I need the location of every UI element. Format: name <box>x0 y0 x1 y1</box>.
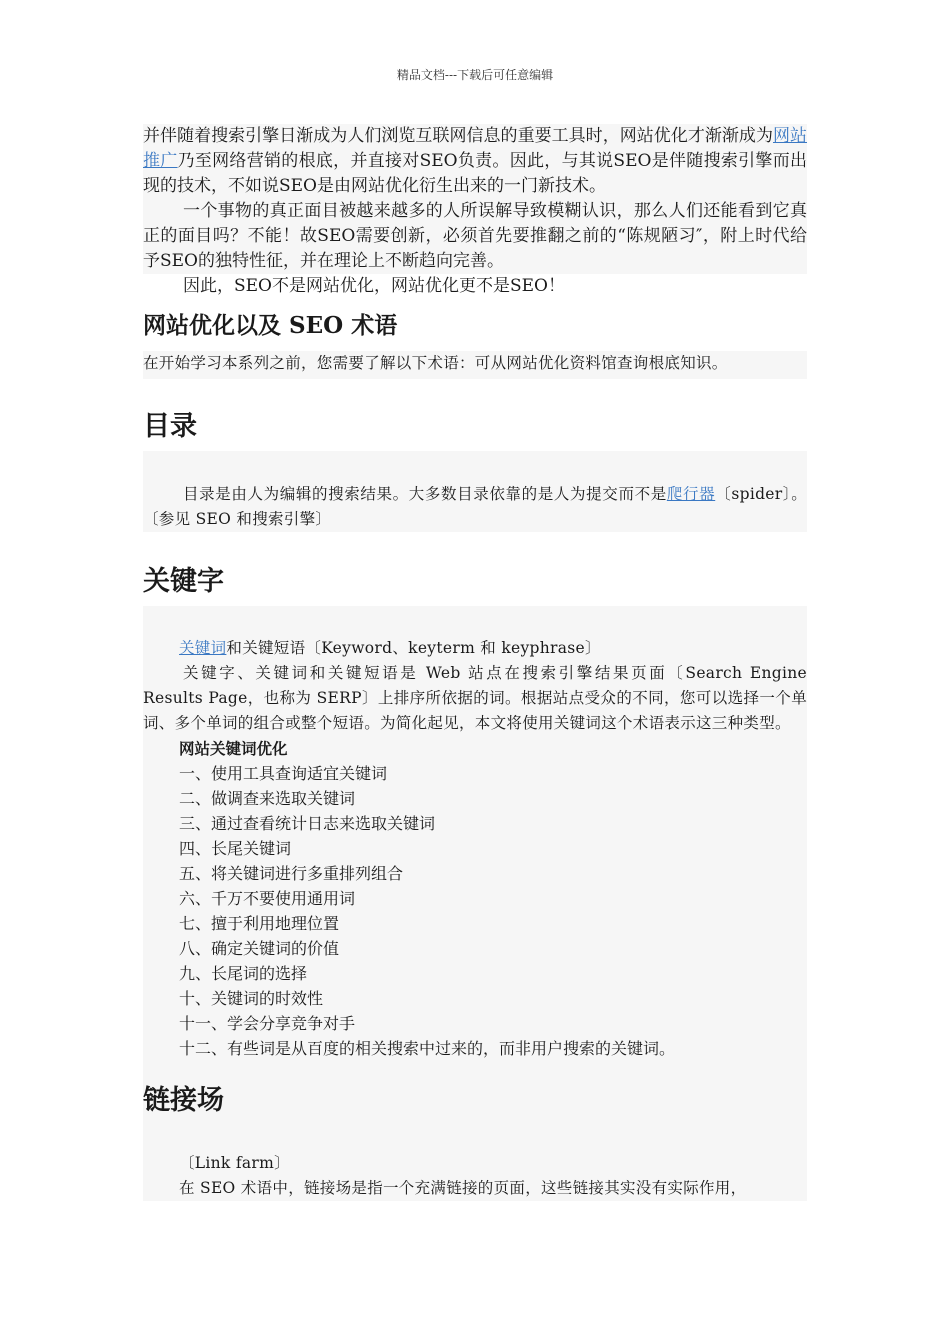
intro-paragraph-1 <box>143 124 807 199</box>
spider-link[interactable]: 爬行器 <box>666 485 716 503</box>
keyword-line-1 <box>143 636 807 661</box>
list-item: 十一、学会分享竞争对手 <box>179 1014 356 1033</box>
directory-text-b: 〔spider〕。〔参见 SEO 和搜索引擎〕 <box>143 485 807 528</box>
keyword-block <box>143 606 807 1201</box>
list-item: 五、将关键词进行多重排列组合 <box>179 864 404 883</box>
keyword-heading: 关键字 <box>143 566 224 597</box>
list-item: 九、长尾词的选择 <box>179 964 308 983</box>
directory-text-a: 目录是由人为编辑的搜索结果。大多数目录依靠的是人为提交而不是 <box>183 485 667 503</box>
keyword-line-1-text: 和关键短语〔Keyword、keyterm 和 keyphrase〕 <box>226 639 601 657</box>
list-item: 七、擅于利用地理位置 <box>179 914 340 933</box>
page-header: 精品文档---下载后可任意编辑 <box>396 68 554 82</box>
intro-p1-text-b: 乃至网络营销的根底，并直接对SEO负责。因此，与其说SEO是伴随搜索引擎而出现的技术，不如说SEO是由网站优化衍生出来的一门新技术。 <box>143 151 808 196</box>
list-item: 十二、有些词是从百度的相关搜索中过来的，而非用户搜索的关键词。 <box>179 1039 676 1058</box>
intro-paragraph-2: 一个事物的真正面目被越来越多的人所误解导致模糊认识，那么人们还能看到它真正的面目吗？不能！故SEO需要创新，必须首先要推翻之前的“陈规陋习″，附上时代给予SEO的独特性征，并在理论上不断趋向完善。 <box>143 201 807 271</box>
keyword-list <box>143 761 807 1061</box>
list-item: 四、长尾关键词 <box>179 839 292 858</box>
document-body <box>143 124 807 1201</box>
terms-text: 在开始学习本系列之前，您需要了解以下术语：可从网站优化资料馆查询根底知识。 <box>143 354 728 372</box>
keyword-paragraph: 关键字、关键词和关键短语是 Web 站点在搜索引擎结果页面〔Search Engine Results Page，也称为 SERP〕上排序所依据的词。根据站点受众的不同，您可以选择一个单词、多个单词的组合或整个短语。为简化起见，本文将使用关键词这个术语表示这三种类型。 <box>143 664 807 732</box>
list-item: 一、使用工具查询适宜关键词 <box>179 764 388 783</box>
directory-text <box>143 482 807 532</box>
intro-paragraph-3: 因此，SEO不是网站优化，网站优化更不是SEO！ <box>183 276 565 296</box>
intro-block <box>143 124 807 274</box>
list-item: 八、确定关键词的价值 <box>179 939 340 958</box>
list-item: 二、做调查来选取关键词 <box>179 789 356 808</box>
linkfarm-line-1: 〔Link farm〕 <box>179 1154 290 1172</box>
directory-heading: 目录 <box>143 411 197 442</box>
list-item: 十、关键词的时效性 <box>179 989 324 1008</box>
terms-block <box>143 351 807 379</box>
list-item: 三、通过查看统计日志来选取关键词 <box>179 814 436 833</box>
keyword-list-title: 网站关键词优化 <box>179 739 288 758</box>
terms-heading: 网站优化以及 SEO 术语 <box>143 312 398 339</box>
list-item: 六、千万不要使用通用词 <box>179 889 356 908</box>
intro-p1-text-a: 并伴随着搜索引擎日渐成为人们浏览互联网信息的重要工具时，网站优化才渐渐成为 <box>143 126 773 146</box>
website-promotion-link[interactable]: 网站推广 <box>143 126 808 171</box>
keyword-link[interactable]: 关键词 <box>179 639 227 657</box>
directory-block <box>143 451 807 532</box>
linkfarm-heading: 链接场 <box>143 1085 224 1116</box>
linkfarm-line-2: 在 SEO 术语中，链接场是指一个充满链接的页面，这些链接其实没有实际作用， <box>179 1179 747 1197</box>
